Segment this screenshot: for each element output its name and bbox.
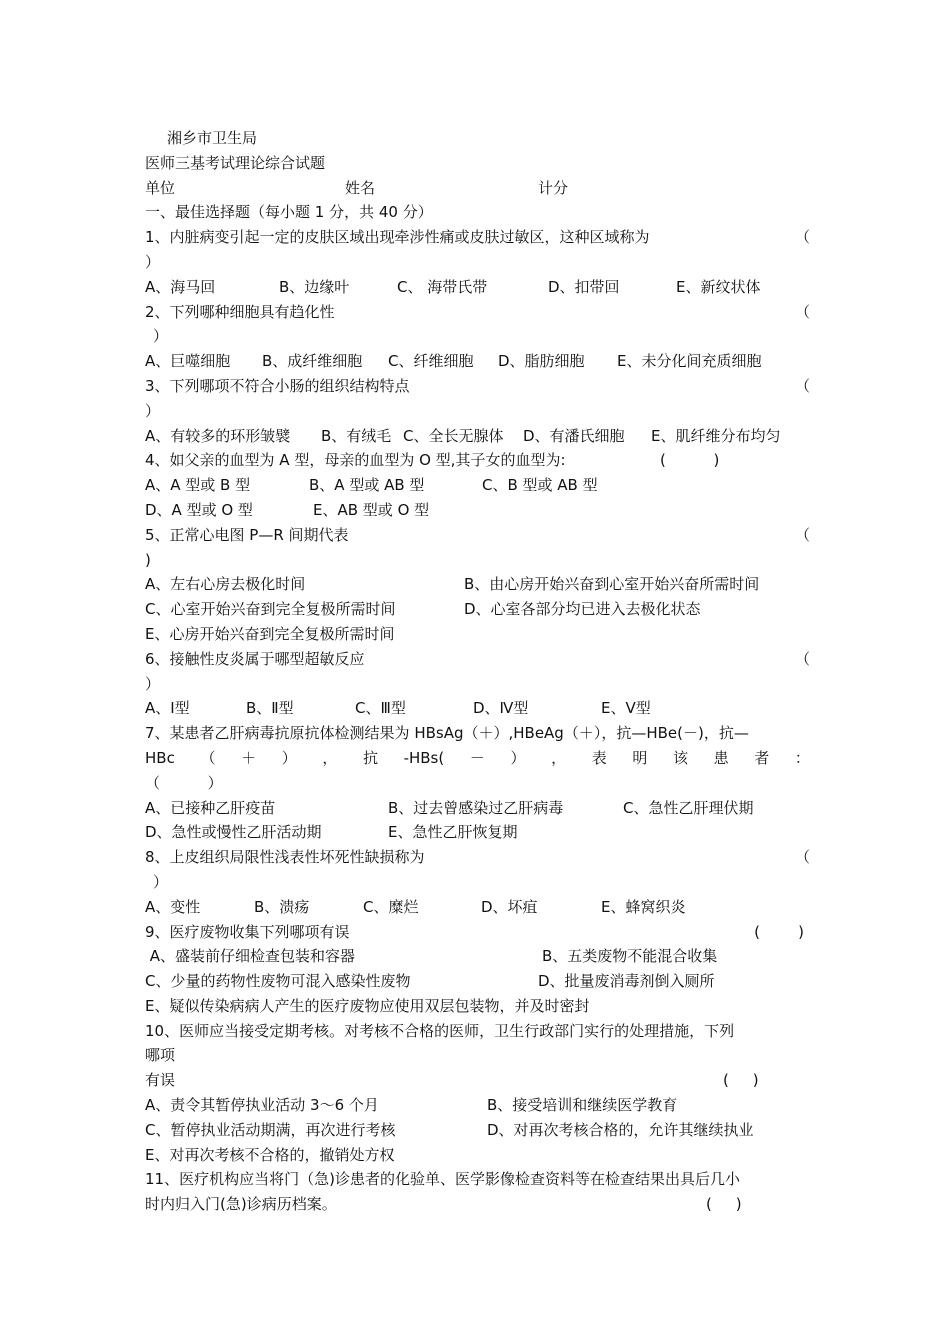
- question-1-option-c: C、 海带氏带: [397, 277, 488, 296]
- question-10-line-1: [145, 1019, 810, 1044]
- question-3-paren-open: （: [794, 376, 810, 395]
- question-7-stem-word: ，: [322, 748, 338, 767]
- question-11-line-1: [145, 1167, 810, 1192]
- question-9-paren: ( ): [754, 922, 804, 941]
- question-3-option-b: B、有绒毛: [321, 426, 392, 445]
- question-1-option-b: B、边缘叶: [279, 277, 350, 296]
- question-7-stem-word: ）: [281, 748, 297, 767]
- question-9-option-b: B、五类废物不能混合收集: [542, 947, 718, 966]
- question-2-options-line: [145, 349, 810, 374]
- question-10-line-2: [145, 1043, 810, 1068]
- question-5-option-e: E、心房开始兴奋到完全复极所需时间: [145, 624, 395, 643]
- question-2-paren-close: ）: [153, 327, 169, 346]
- question-2-option-b: B、成纤维细胞: [262, 352, 363, 371]
- question-7-option-a: A、已接种乙肝疫苗: [145, 798, 276, 817]
- question-7-stem-word: HBc: [145, 748, 175, 767]
- question-9-option-e: E、疑似传染病病人产生的医疗废物应使用双层包装物，并及时密封: [145, 996, 590, 1015]
- question-2-paren-line: [145, 324, 810, 349]
- question-8-options-line: [145, 895, 810, 920]
- question-7-paren-line: [145, 771, 810, 796]
- question-11-line-2: [145, 1192, 810, 1217]
- unit-label: 单位: [145, 178, 176, 197]
- question-10-option-e: E、对再次考核不合格的，撤销处方权: [145, 1145, 395, 1164]
- question-6-stem-line: [145, 647, 810, 672]
- question-10-stem-part-1: 10、医师应当接受定期考核。对考核不合格的医师，卫生行政部门实行的处理措施，下列: [145, 1021, 735, 1040]
- question-9-option-c: C、少量的药物性废物可混入感染性废物: [145, 972, 411, 991]
- question-2-option-a: A、巨噬细胞: [145, 352, 231, 371]
- question-8-option-c: C、糜烂: [363, 897, 419, 916]
- question-6-option-b: B、Ⅱ型: [246, 699, 294, 718]
- question-9-stem-line: [145, 920, 810, 945]
- question-10-line-3: [145, 1068, 810, 1093]
- question-7-stem-word: 者: [754, 748, 770, 767]
- question-2-option-c: C、纤维细胞: [388, 352, 474, 371]
- question-3-stem: 3、下列哪项不符合小肠的组织结构特点: [145, 376, 410, 395]
- score-label: 计分: [538, 178, 569, 197]
- question-9-options-line-2: [145, 969, 810, 994]
- question-4-option-d: D、A 型或 O 型: [145, 500, 253, 519]
- section-title: 一、最佳选择题（每小题 1 分，共 40 分）: [145, 203, 433, 222]
- question-1-option-a: A、海马回: [145, 277, 216, 296]
- exam-title: 医师三基考试理论综合试题: [145, 153, 326, 172]
- question-9-options-line-3: [145, 994, 810, 1019]
- question-7-stem-word: －: [469, 748, 485, 767]
- question-8-paren-line: [145, 870, 810, 895]
- question-2-paren-open: （: [794, 302, 810, 321]
- question-4-option-b: B、A 型或 AB 型: [309, 476, 425, 495]
- question-10-option-c: C、暂停执业活动期满，再次进行考核: [145, 1120, 396, 1139]
- question-8-option-e: E、蜂窝织炎: [601, 897, 686, 916]
- question-7-stem-word: ＋: [241, 748, 257, 767]
- question-9-option-d: D、批量废消毒剂倒入厕所: [538, 972, 715, 991]
- question-11-stem-part-2: 时内归入门(急)诊病历档案。: [145, 1195, 337, 1214]
- question-7-stem-part-1: 7、某患者乙肝病毒抗原抗体检测结果为 HBsAg（＋）,HBeAg（＋），抗—HBe(－)，抗—: [145, 724, 749, 743]
- exam-info-line: [145, 176, 810, 201]
- exam-title-line: [145, 151, 810, 176]
- question-7-option-b: B、过去曾感染过乙肝病毒: [388, 798, 564, 817]
- question-10-options-line-3: [145, 1143, 810, 1168]
- question-4-option-c: C、B 型或 AB 型: [482, 476, 598, 495]
- question-9-stem: 9、医疗废物收集下列哪项有误: [145, 922, 350, 941]
- question-9-option-a: A、盛装前仔细检查包装和容器: [145, 947, 356, 966]
- question-8-paren-open: （: [794, 848, 810, 867]
- question-10-paren: ( ): [723, 1071, 759, 1090]
- question-10-options-line-1: [145, 1093, 810, 1118]
- question-1-options-line: [145, 275, 810, 300]
- question-6-option-c: C、Ⅲ型: [355, 699, 406, 718]
- question-7-stem-word: 患: [713, 748, 729, 767]
- question-4-paren: ( ): [660, 451, 720, 470]
- question-7-stem-word: 抗: [362, 748, 378, 767]
- question-5-options-line-1: [145, 572, 810, 597]
- question-5-paren-open: （: [794, 525, 810, 544]
- agency-line: [145, 126, 810, 151]
- question-7-stem-word: ：: [794, 748, 810, 767]
- question-7-line-1: [145, 721, 810, 746]
- question-7-stem-word: 表: [591, 748, 607, 767]
- question-6-options-line: [145, 696, 810, 721]
- question-2-option-e: E、未分化间充质细胞: [617, 352, 762, 371]
- question-3-option-a: A、有较多的环形皱襞: [145, 426, 291, 445]
- question-11-paren: ( ): [706, 1195, 742, 1214]
- question-11-stem-part-1: 11、医疗机构应当将门（急)诊患者的化验单、医学影像检查资料等在检查结果出具后几小: [145, 1170, 740, 1189]
- question-2-option-d: D、脂肪细胞: [498, 352, 585, 371]
- question-6-paren-close: ）: [145, 674, 161, 693]
- question-6-option-a: A、Ⅰ型: [145, 699, 190, 718]
- question-10-options-line-2: [145, 1118, 810, 1143]
- question-10-option-b: B、接受培训和继续医学教育: [487, 1096, 678, 1115]
- question-8-option-d: D、坏疽: [481, 897, 538, 916]
- question-1-stem-line: [145, 225, 810, 250]
- question-7-stem-word: -HBs(: [403, 748, 445, 767]
- exam-page: [145, 126, 810, 1217]
- question-6-stem: 6、接触性皮炎属于哪型超敏反应: [145, 649, 365, 668]
- question-3-option-d: D、有潘氏细胞: [523, 426, 625, 445]
- question-6-paren-open: （: [794, 649, 810, 668]
- question-10-option-d: D、对再次考核合格的，允许其继续执业: [487, 1120, 754, 1139]
- question-7-stem-word: ，: [551, 748, 567, 767]
- question-5-options-line-3: [145, 622, 810, 647]
- question-1-paren-open: （: [794, 228, 810, 247]
- question-8-stem-line: [145, 845, 810, 870]
- question-2-stem: 2、下列哪种细胞具有趋化性: [145, 302, 335, 321]
- question-10-option-a: A、责令其暂停执业活动 3～6 个月: [145, 1096, 379, 1115]
- question-3-stem-line: [145, 374, 810, 399]
- question-5-paren-close: ): [145, 550, 151, 569]
- question-7-options-line-2: [145, 820, 810, 845]
- question-1-option-e: E、新纹状体: [676, 277, 761, 296]
- question-7-option-c: C、急性乙肝理伏期: [623, 798, 754, 817]
- question-7-line-2: [145, 746, 810, 771]
- question-7-options-line-1: [145, 796, 810, 821]
- question-5-option-a: A、左右心房去极化时间: [145, 575, 306, 594]
- question-3-paren-close: ）: [145, 401, 161, 420]
- question-7-option-e: E、急性乙肝恢复期: [388, 823, 518, 842]
- question-1-paren-line: [145, 250, 810, 275]
- question-10-stem-part-3: 有误: [145, 1071, 176, 1090]
- question-5-options-line-2: [145, 597, 810, 622]
- question-6-option-d: D、Ⅳ型: [473, 699, 529, 718]
- question-8-stem: 8、上皮组织局限性浅表性坏死性缺损称为: [145, 848, 425, 867]
- question-3-paren-line: [145, 399, 810, 424]
- question-1-paren-close: ）: [145, 252, 161, 271]
- question-5-option-c: C、心室开始兴奋到完全复极所需时间: [145, 600, 396, 619]
- question-7-option-d: D、急性或慢性乙肝活动期: [145, 823, 322, 842]
- question-1-option-d: D、扣带回: [548, 277, 620, 296]
- question-5-stem-line: [145, 523, 810, 548]
- question-9-options-line-1: [145, 944, 810, 969]
- question-1-stem: 1、内脏病变引起一定的皮肤区域出现牵涉性痛或皮肤过敏区，这种区域称为: [145, 228, 650, 247]
- question-8-option-b: B、溃疡: [254, 897, 310, 916]
- question-4-option-a: A、A 型或 B 型: [145, 476, 251, 495]
- question-5-paren-line: [145, 548, 810, 573]
- question-7-paren: （ ）: [145, 773, 223, 792]
- question-6-option-e: E、Ⅴ型: [601, 699, 651, 718]
- question-4-stem: 4、如父亲的血型为 A 型，母亲的血型为 O 型,其子女的血型为:: [145, 451, 566, 470]
- question-5-option-b: B、由心房开始兴奋到心室开始兴奋所需时间: [464, 575, 760, 594]
- question-2-stem-line: [145, 300, 810, 325]
- question-7-stem-word: （: [200, 748, 216, 767]
- question-5-option-d: D、心室各部分均已进入去极化状态: [464, 600, 701, 619]
- question-5-stem: 5、正常心电图 P—R 间期代表: [145, 525, 349, 544]
- question-8-paren-close: ）: [153, 872, 169, 891]
- question-6-paren-line: [145, 672, 810, 697]
- question-7-stem-word: 该: [672, 748, 688, 767]
- question-4-option-e: E、AB 型或 O 型: [313, 500, 430, 519]
- question-8-option-a: A、变性: [145, 897, 201, 916]
- question-4-options-line-1: [145, 473, 810, 498]
- question-7-stem-word: 明: [632, 748, 648, 767]
- question-4-stem-line: [145, 448, 810, 473]
- name-label: 姓名: [345, 178, 376, 197]
- agency-name: 湘乡市卫生局: [167, 129, 258, 147]
- question-3-option-e: E、肌纤维分布均匀: [651, 426, 781, 445]
- question-4-options-line-2: [145, 498, 810, 523]
- question-7-stem-word: ）: [510, 748, 526, 767]
- section-title-line: [145, 200, 810, 225]
- question-10-stem-part-2: 哪项: [145, 1046, 176, 1065]
- question-3-options-line: [145, 424, 810, 449]
- question-3-option-c: C、全长无腺体: [403, 426, 504, 445]
